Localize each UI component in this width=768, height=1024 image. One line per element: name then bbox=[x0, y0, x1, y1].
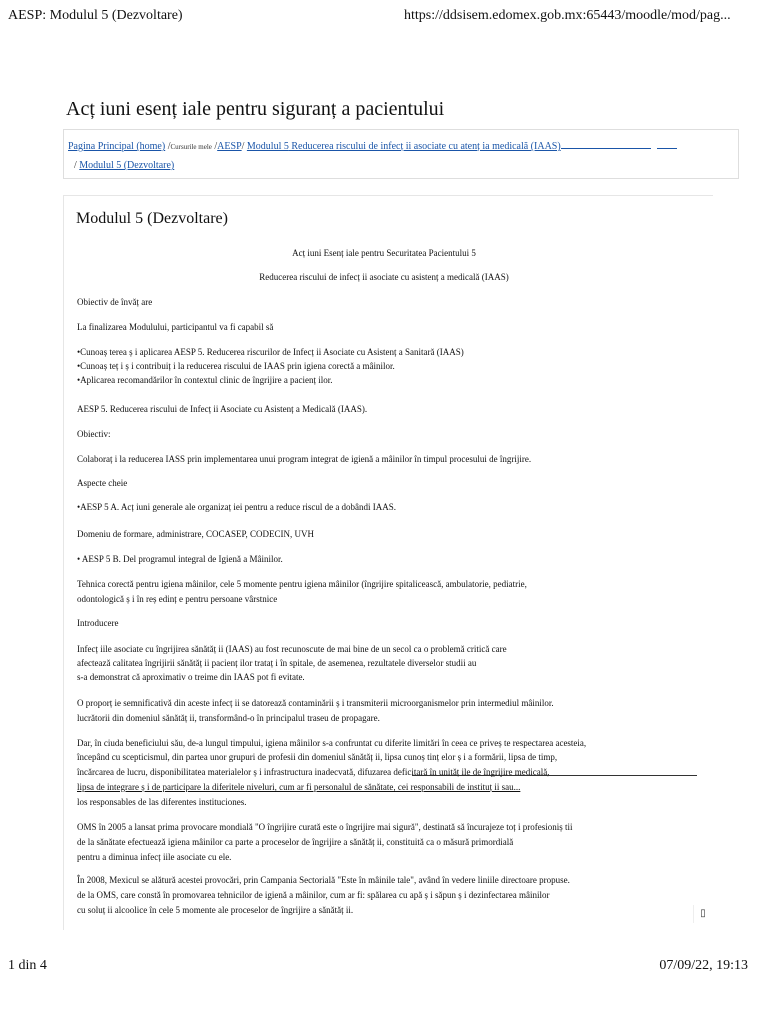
breadcrumb-course-link[interactable]: AESP bbox=[217, 141, 242, 152]
intro-line-3: s-a demonstrat că aproximativ o treime din IAAS pot fi evitate. bbox=[77, 672, 305, 682]
technique-line-1: Tehnica corectă pentru igiena mâinilor, cele 5 momente pentru igiena mâinilor (îngrijire spitalicească, ambulatorie, pediatrie, bbox=[77, 579, 527, 589]
mexico-line-3: cu soluț ii alcoolice în cele 5 momente ale proceselor de îngrijire a sănătăț ii. bbox=[77, 905, 354, 915]
proportion-line-2: lucrătorii din domeniul sănătăț ii, transformând-o în principalul traseu de propagare. bbox=[77, 713, 380, 723]
breadcrumb-underline bbox=[561, 140, 651, 149]
aesp5-title: AESP 5. Reducerea riscului de Infecț ii Asociate cu Asistenț a Medicală (IAAS). bbox=[77, 404, 368, 414]
intro-line-2: afectează calitatea îngrijirii sănătăț ii pacienț ilor trataț i în spitale, de asemenea, rezultatele diverselor studii au bbox=[77, 658, 477, 668]
objective-item-3: •Aplicarea recomandărilor în contextul clinic de îngrijire a pacienț ilor. bbox=[77, 375, 333, 385]
heading-aesp: Acț iuni Esenț iale pentru Securitatea Pacientului 5 bbox=[292, 248, 476, 258]
limitations-line-3: încărcarea de lucru, disponibilitatea materialelor ș i infrastructura inadecvată, difuzarea deficitară în unităț ile de îngrijire medicală, bbox=[77, 767, 550, 777]
intro-line-1: Infecț iile asociate cu îngrijirea sănătăț ii (IAAS) au fost recunoscute de mai bine de un secol ca o problemă critică care bbox=[77, 644, 507, 654]
limitations-line-5: los responsables de las diferentes instituciones. bbox=[77, 797, 247, 807]
breadcrumb-line-2 bbox=[74, 160, 174, 171]
key-aspects-label: Aspecte cheie bbox=[77, 478, 128, 488]
breadcrumb-section-rest-link[interactable]: Reducerea riscului de infecț ii asociate cu atenț ia medicală (IAAS) bbox=[288, 141, 561, 152]
breadcrumb-underline bbox=[657, 140, 677, 149]
objective-item-1: •Cunoaș terea ș i aplicarea AESP 5. Reducerea riscurilor de Infecț ii Asociate cu Asistenț a Sanitară (IAAS) bbox=[77, 347, 464, 357]
print-footer-page: 1 din 4 bbox=[8, 958, 47, 973]
aesp5a-item: •AESP 5 A. Acț iuni generale ale organizaț iei pentru a reduce riscul de a dobândi IAAS. bbox=[77, 502, 397, 512]
oms-line-2: de la sănătate efectuează igiena mâinilor ca parte a proceselor de îngrijire a sănătăț ii, constituită ca o măsură primordială bbox=[77, 837, 514, 847]
oms-line-1: OMS în 2005 a lansat prima provocare mondială "O îngrijire curată este o îngrijire mai sigură", destinată să încurajeze toț i profesioniș tii bbox=[77, 822, 573, 832]
proportion-line-1: O proporț ie semnificativă din aceste infecț ii se datorează contaminării ș i transmiterii microorganismelor prin intermediul mâinilor. bbox=[77, 698, 554, 708]
breadcrumb-current-link[interactable]: Modulul 5 (Dezvoltare) bbox=[79, 160, 175, 171]
underline-rule bbox=[412, 775, 697, 776]
module-title: Modulul 5 (Dezvoltare) bbox=[76, 210, 228, 227]
intro-label: Introducere bbox=[77, 618, 119, 628]
breadcrumb-section-link[interactable]: Modulul 5 bbox=[246, 141, 289, 152]
limitations-line-4: lipsa de integrare ș i de participare la diferitele niveluri, cum ar fi personalul de sănătate, cei responsabili de instituț ii sau... bbox=[77, 782, 521, 792]
objectiv-label: Obiectiv: bbox=[77, 429, 111, 439]
breadcrumb-home-link[interactable]: Pagina Principal (home) bbox=[68, 141, 166, 152]
breadcrumb bbox=[63, 129, 739, 179]
oms-line-3: pentru a diminua infecț iile asociate cu ele. bbox=[77, 852, 232, 862]
mexico-line-1: În 2008, Mexicul se alătură acestei provocări, prin Campania Sectorială "Este în mâinile tale", având în vedere liniile directoare propuse. bbox=[77, 875, 570, 885]
print-header-url: https://ddsisem.edomex.gob.mx:65443/moodle/mod/pag... bbox=[404, 8, 731, 23]
objective-intro: La finalizarea Modulului, participantul va fi capabil să bbox=[77, 322, 274, 332]
print-footer-datetime: 07/09/22, 19:13 bbox=[659, 958, 748, 973]
domain-text: Domeniu de formare, administrare, COCASEP, CODECIN, UVH bbox=[77, 529, 314, 539]
breadcrumb-my-courses-link[interactable]: Cursurile mele bbox=[170, 143, 212, 151]
breadcrumb-separator: / bbox=[74, 160, 80, 171]
expand-icon[interactable]: ▯ bbox=[693, 905, 712, 923]
objective-label: Obiectiv de învăț are bbox=[77, 297, 153, 307]
breadcrumb-separator: / bbox=[214, 141, 218, 152]
mexico-line-2: de la OMS, care constă în promovarea tehnicilor de igienă a mâinilor, cum ar fi: spălarea cu apă ș i săpun ș i dezinfectarea mâinilor bbox=[77, 890, 550, 900]
print-header-title: AESP: Modulul 5 (Dezvoltare) bbox=[8, 8, 183, 23]
aesp5b-item: • AESP 5 B. Del programul integral de Igienă a Mâinilor. bbox=[77, 554, 283, 564]
objective-item-2: •Cunoaș teț i ș i contribuiț i la reducerea riscului de IAAS prin igiena corectă a mâinilor. bbox=[77, 361, 395, 371]
breadcrumb-separator: / bbox=[241, 141, 247, 152]
breadcrumb-separator: / bbox=[167, 141, 171, 152]
page-title: Acț iuni esenț iale pentru siguranț a pacientului bbox=[66, 98, 445, 120]
limitations-line-1: Dar, în ciuda beneficiului său, de-a lungul timpului, igiena mâinilor s-a confruntat cu diferite limitări în ceea ce priveș te respectarea acesteia, bbox=[77, 738, 587, 748]
technique-line-2: odontologică ș i în reș edinț e pentru persoane vârstnice bbox=[77, 594, 278, 604]
breadcrumb-line-1 bbox=[68, 140, 677, 152]
heading-iaas: Reducerea riscului de infecț ii asociate cu asistenț a medicală (IAAS) bbox=[259, 272, 509, 282]
objectiv-text: Colaboraț i la reducerea IASS prin implementarea unui program integrat de igienă a mâinilor în timpul procesului de îngrijire. bbox=[77, 454, 532, 464]
limitations-line-2: începând cu scepticismul, din partea unor grupuri de profesii din domeniul sănătăț ii, lipsa cunoș tinț elor ș i a formării, lipsa de timp, bbox=[77, 752, 558, 762]
